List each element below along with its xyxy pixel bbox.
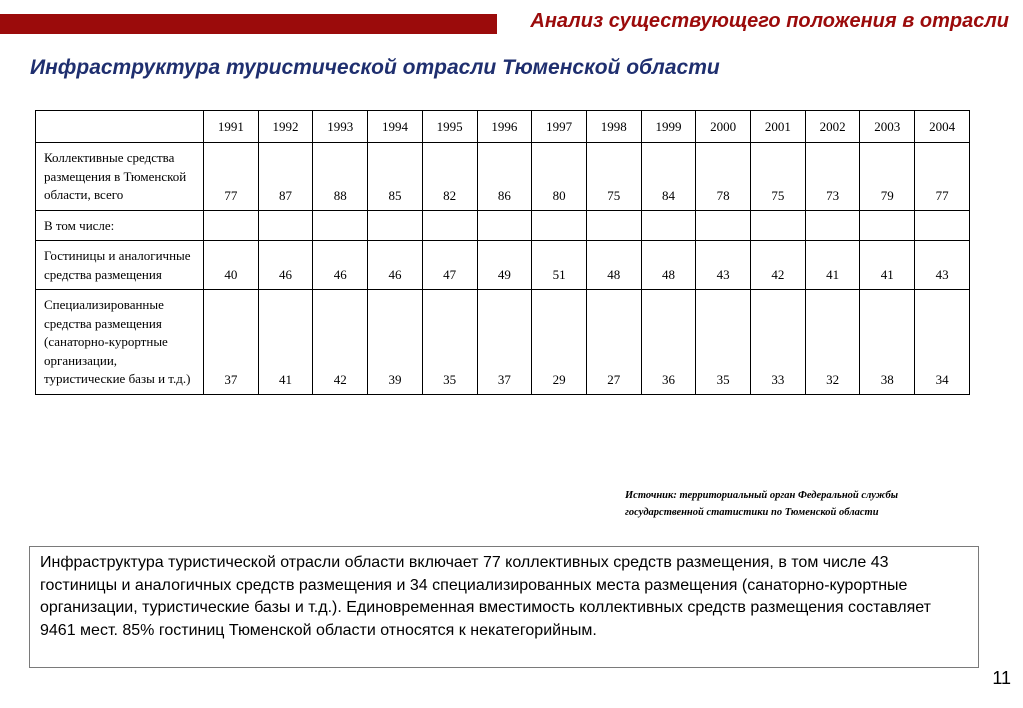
table-cell xyxy=(860,210,915,241)
year-header: 1995 xyxy=(422,111,477,143)
table-cell: 80 xyxy=(532,143,587,211)
table-cell: 86 xyxy=(477,143,532,211)
year-header: 2004 xyxy=(915,111,970,143)
row-label: В том числе: xyxy=(36,210,204,241)
table-cell: 35 xyxy=(422,290,477,395)
table-cell xyxy=(422,210,477,241)
table-cell: 40 xyxy=(204,241,259,290)
table-cell: 48 xyxy=(641,241,696,290)
table-cell: 35 xyxy=(696,290,751,395)
table-row xyxy=(36,143,970,211)
table-cell xyxy=(477,210,532,241)
table-header-row xyxy=(36,111,970,143)
table-cell xyxy=(915,210,970,241)
table-cell xyxy=(204,210,259,241)
section-title: Анализ существующего положения в отрасли xyxy=(530,10,1009,32)
table-cell xyxy=(586,210,641,241)
table-cell: 41 xyxy=(258,290,313,395)
source-note: Источник: территориальный орган Федеральной службы государственной статистики по Тюменской области xyxy=(625,490,899,518)
table-cell: 46 xyxy=(258,241,313,290)
table-cell xyxy=(641,210,696,241)
year-header: 1993 xyxy=(313,111,368,143)
table-cell xyxy=(696,210,751,241)
table-cell: 33 xyxy=(751,290,806,395)
table-cell: 79 xyxy=(860,143,915,211)
table-cell: 73 xyxy=(805,143,860,211)
year-header: 2002 xyxy=(805,111,860,143)
table-cell: 41 xyxy=(860,241,915,290)
year-header: 1996 xyxy=(477,111,532,143)
table-cell: 39 xyxy=(368,290,423,395)
table-cell: 46 xyxy=(313,241,368,290)
row-label: Коллективные средства размещения в Тюменской области, всего xyxy=(36,143,204,211)
year-header: 1999 xyxy=(641,111,696,143)
header-bar xyxy=(0,14,497,34)
page-number: 11 xyxy=(992,668,1011,688)
table-cell: 49 xyxy=(477,241,532,290)
table-cell xyxy=(751,210,806,241)
table-cell xyxy=(258,210,313,241)
page-title: Инфраструктура туристической отрасли Тюменской области xyxy=(30,56,720,79)
table-cell: 77 xyxy=(915,143,970,211)
table-cell: 42 xyxy=(313,290,368,395)
table-cell: 78 xyxy=(696,143,751,211)
year-header: 2001 xyxy=(751,111,806,143)
table-row xyxy=(36,210,970,241)
year-header: 1991 xyxy=(204,111,259,143)
table-cell: 29 xyxy=(532,290,587,395)
table-row xyxy=(36,241,970,290)
table-cell: 32 xyxy=(805,290,860,395)
table-cell: 75 xyxy=(586,143,641,211)
year-header: 1998 xyxy=(586,111,641,143)
year-header: 1994 xyxy=(368,111,423,143)
table-cell: 82 xyxy=(422,143,477,211)
table-cell: 36 xyxy=(641,290,696,395)
table-cell: 34 xyxy=(915,290,970,395)
table-cell: 51 xyxy=(532,241,587,290)
year-header: 2003 xyxy=(860,111,915,143)
year-header: 1992 xyxy=(258,111,313,143)
table-cell: 27 xyxy=(586,290,641,395)
table-cell: 75 xyxy=(751,143,806,211)
table-cell xyxy=(313,210,368,241)
table-cell xyxy=(805,210,860,241)
table-corner-cell xyxy=(36,111,204,143)
table-cell xyxy=(532,210,587,241)
summary-box: Инфраструктура туристической отрасли области включает 77 коллективных средств размещения, в том числе 43 гостиницы и аналогичных средств размещения и 34 специализированных места размещения (санаторно-курортные организации, туристические базы и т.д.). Единовременная вместимость коллективных средств размещения составляет 9461 мест. 85% гостиниц Тюменской области относятся к некатегорийным. xyxy=(29,546,979,668)
table-cell: 47 xyxy=(422,241,477,290)
table-cell: 88 xyxy=(313,143,368,211)
table-cell: 85 xyxy=(368,143,423,211)
table-cell: 77 xyxy=(204,143,259,211)
table-cell: 42 xyxy=(751,241,806,290)
table-cell: 38 xyxy=(860,290,915,395)
year-header: 2000 xyxy=(696,111,751,143)
table-cell: 43 xyxy=(696,241,751,290)
table-cell: 37 xyxy=(477,290,532,395)
table-cell: 41 xyxy=(805,241,860,290)
table-cell: 87 xyxy=(258,143,313,211)
table-cell: 48 xyxy=(586,241,641,290)
statistics-table xyxy=(35,110,970,395)
table-cell xyxy=(368,210,423,241)
table-cell: 84 xyxy=(641,143,696,211)
table-cell: 46 xyxy=(368,241,423,290)
year-header: 1997 xyxy=(532,111,587,143)
table-row xyxy=(36,290,970,395)
row-label: Гостиницы и аналогичные средства размещения xyxy=(36,241,204,290)
table-cell: 43 xyxy=(915,241,970,290)
table-cell: 37 xyxy=(204,290,259,395)
row-label: Специализированные средства размещения (санаторно-курортные организации, туристические базы и т.д.) xyxy=(36,290,204,395)
